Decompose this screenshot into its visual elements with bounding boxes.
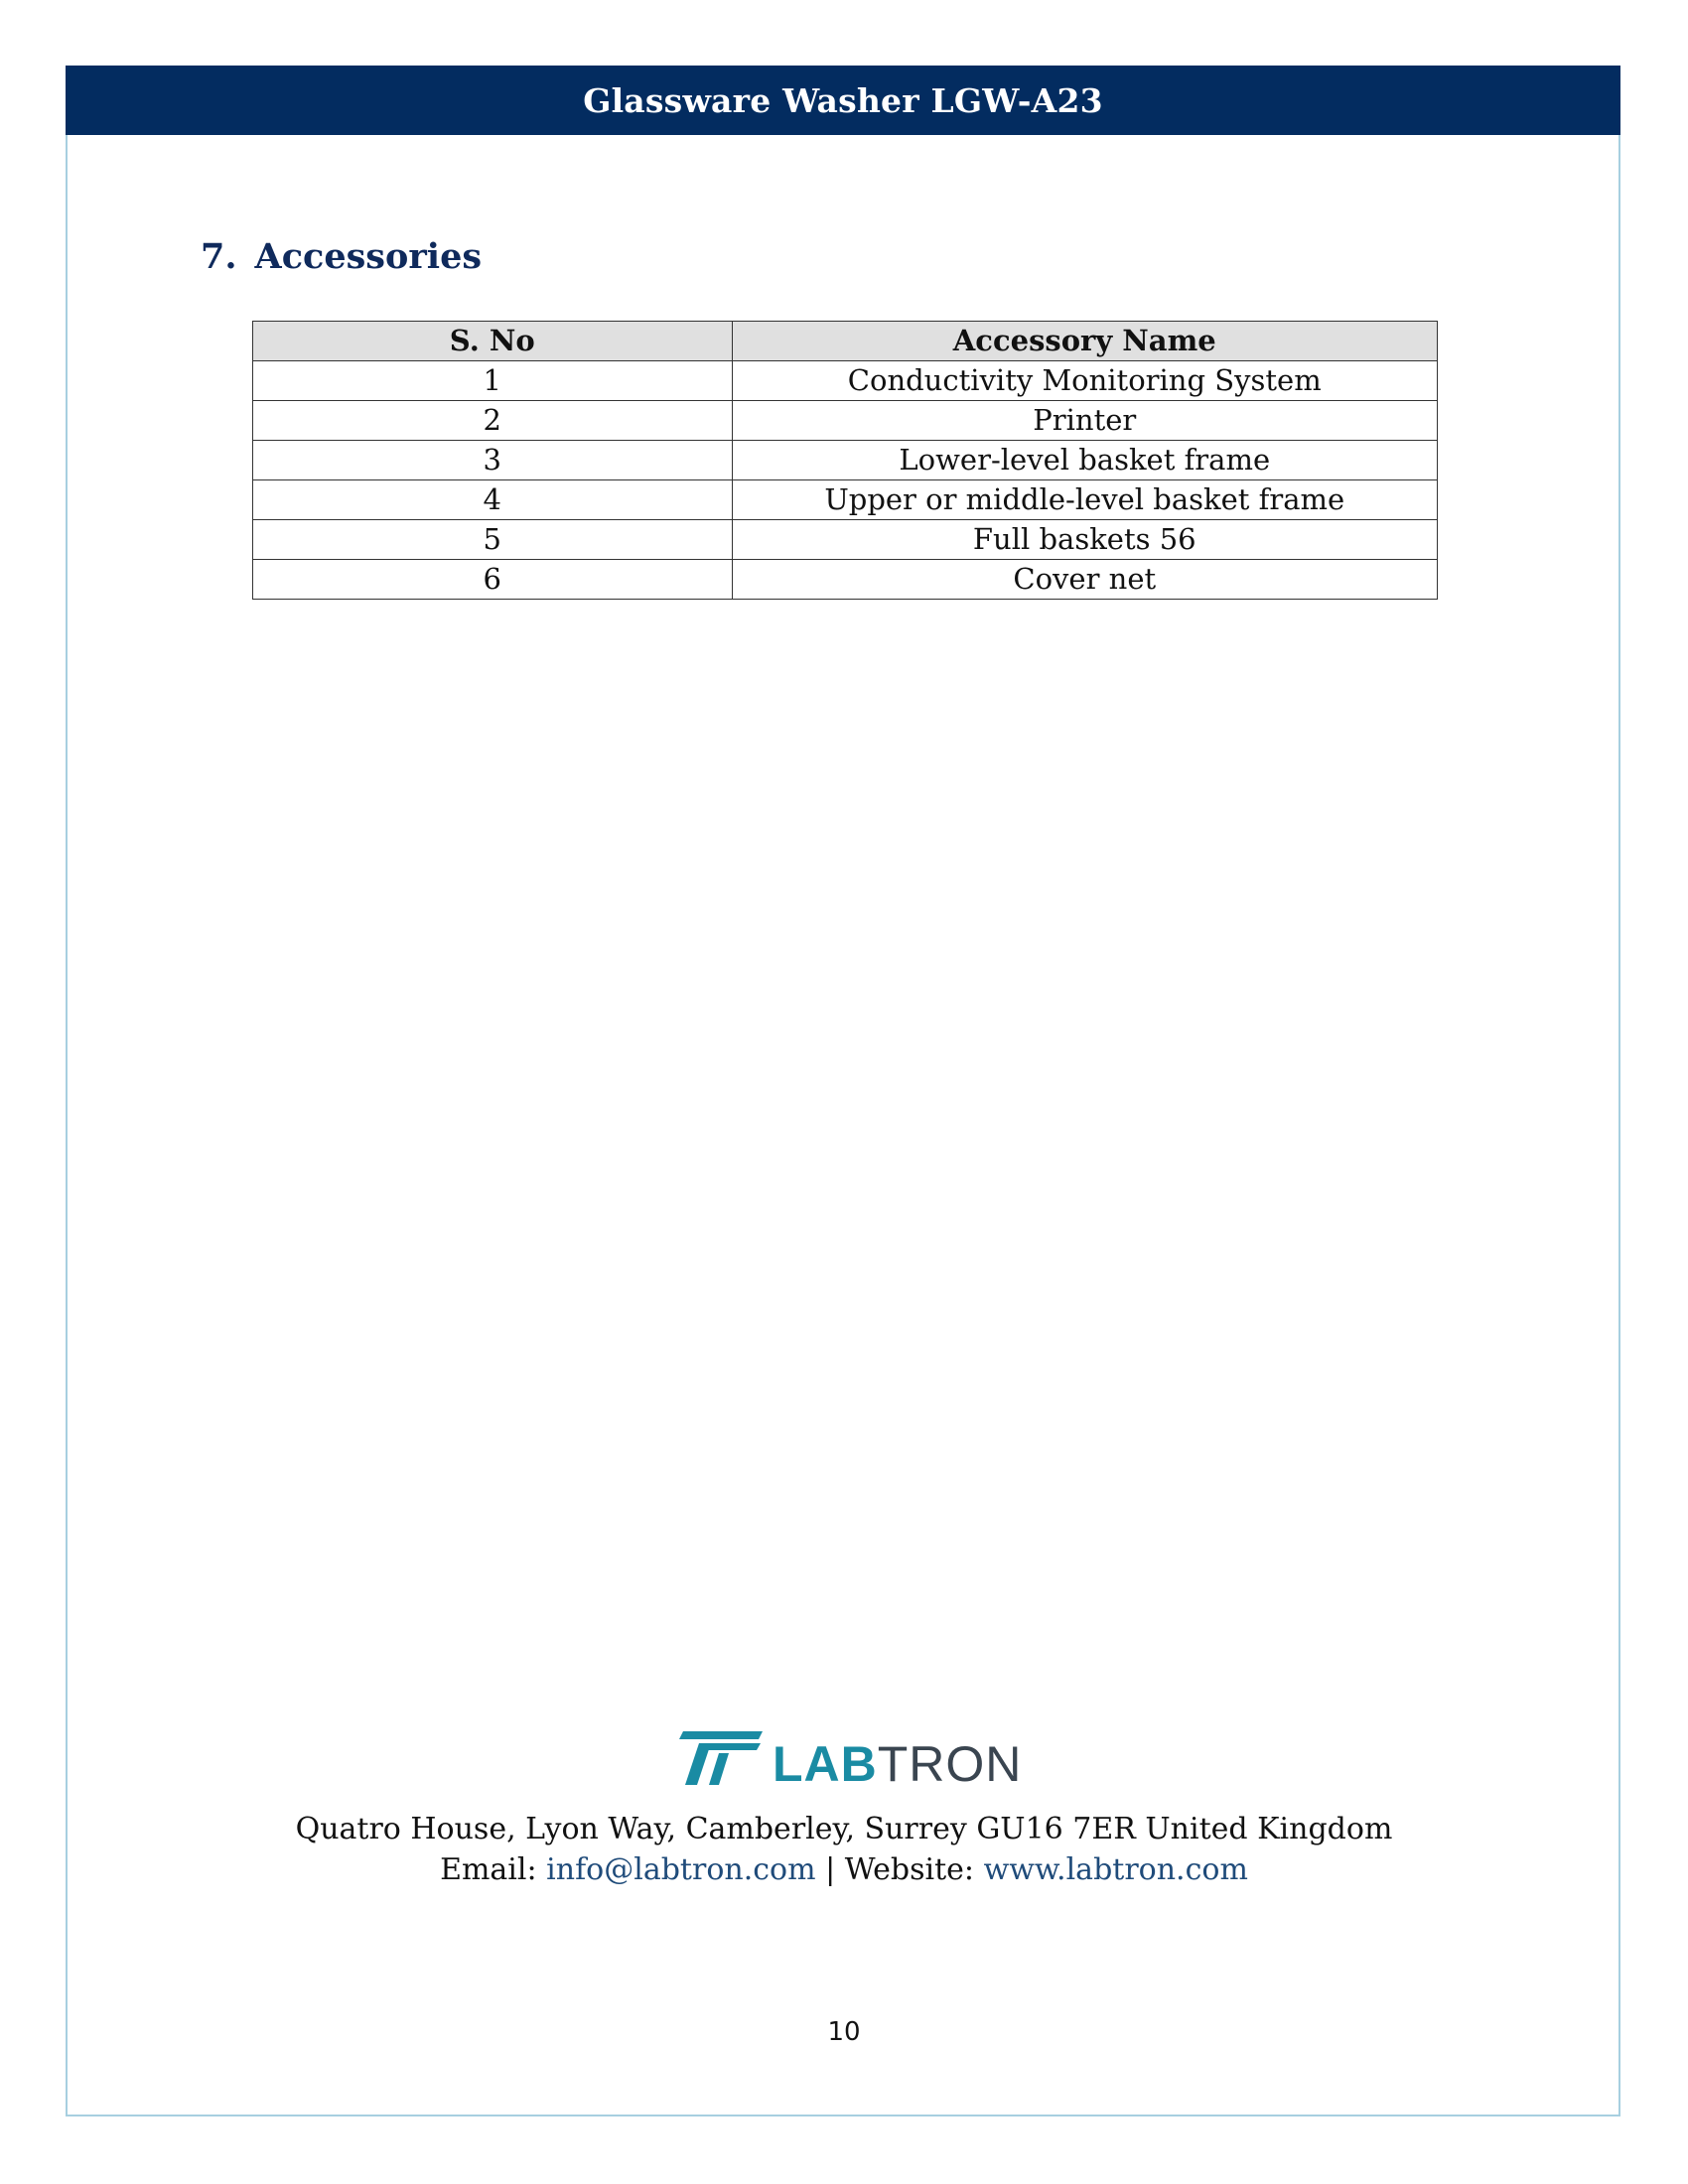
labtron-wordmark <box>773 1735 1022 1793</box>
cell-sno: 1 <box>253 361 733 401</box>
cell-accessory-name: Printer <box>732 401 1437 441</box>
page-number: 10 <box>827 2017 861 2047</box>
company-address: Quatro House, Lyon Way, Camberley, Surrey GU16 7ER United Kingdom <box>295 1812 1393 1846</box>
website-label: Website: <box>844 1852 975 1887</box>
email-label: Email: <box>440 1852 537 1887</box>
cell-sno: 5 <box>253 520 733 560</box>
table-row <box>253 401 1438 441</box>
cell-sno: 6 <box>253 560 733 600</box>
cell-sno: 4 <box>253 480 733 520</box>
website-link[interactable]: www.labtron.com <box>983 1852 1248 1887</box>
document-title: Glassware Washer LGW-A23 <box>583 80 1103 120</box>
wordmark-tron: TRON <box>877 1736 1023 1792</box>
wordmark-lab: LAB <box>773 1736 878 1792</box>
table-row <box>253 480 1438 520</box>
section-number: 7. <box>201 236 237 277</box>
labtron-logo-icon <box>677 1729 763 1787</box>
cell-sno: 3 <box>253 441 733 480</box>
table-row <box>253 520 1438 560</box>
cell-accessory-name: Upper or middle-level basket frame <box>732 480 1437 520</box>
cell-accessory-name: Lower-level basket frame <box>732 441 1437 480</box>
labtron-logo <box>677 1725 1023 1792</box>
accessories-table <box>252 321 1438 600</box>
table-header-row <box>253 322 1438 361</box>
contact-separator: | <box>825 1852 836 1887</box>
section-heading <box>201 236 482 277</box>
header-bar <box>66 66 1620 135</box>
cell-accessory-name: Cover net <box>732 560 1437 600</box>
table-row <box>253 361 1438 401</box>
cell-accessory-name: Full baskets 56 <box>732 520 1437 560</box>
contact-line <box>0 1850 1688 1890</box>
email-link[interactable]: info@labtron.com <box>546 1852 816 1887</box>
column-header-sno: S. No <box>253 322 733 361</box>
cell-sno: 2 <box>253 401 733 441</box>
table-row <box>253 441 1438 480</box>
cell-accessory-name: Conductivity Monitoring System <box>732 361 1437 401</box>
section-title: Accessories <box>254 236 483 277</box>
column-header-accessory-name: Accessory Name <box>732 322 1437 361</box>
table-row <box>253 560 1438 600</box>
